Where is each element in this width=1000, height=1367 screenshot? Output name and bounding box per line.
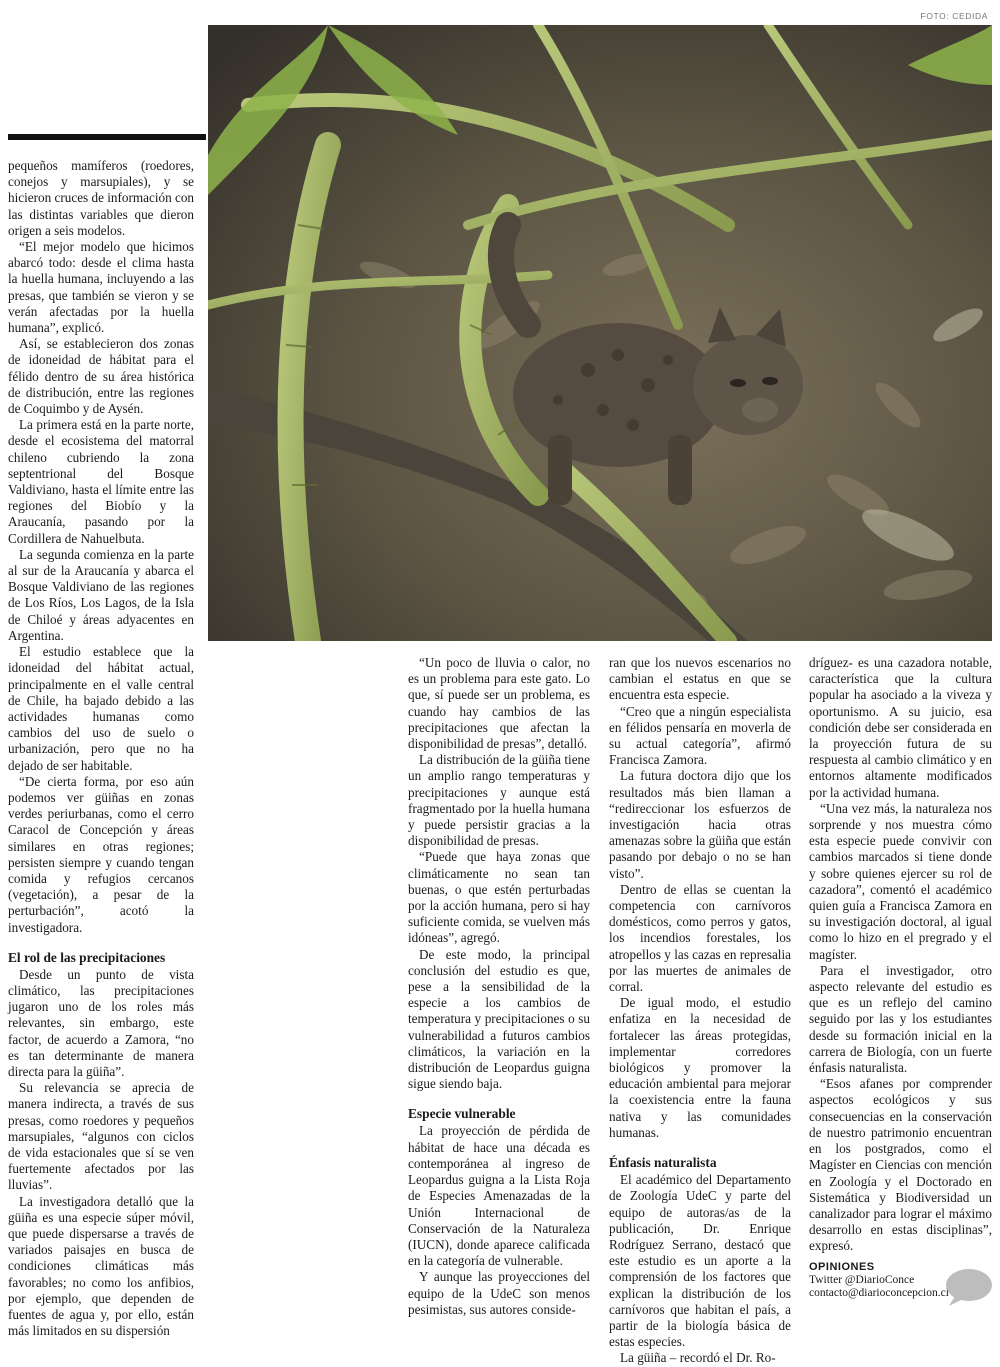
paragraph: De igual modo, el estudio enfatiza en la necesidad de fortalecer las áreas protegidas, implementar corredores biológicos y promover la educación ambiental para mejorar la coexistencia entre la fauna nativa y las comunidades humanas. — [609, 995, 791, 1140]
paragraph: Dentro de ellas se cuentan la competencia con carnívoros domésticos, como perros y gatos, los incendios forestales, los atropellos y las cazas en represalia por las muertes de animales de corral. — [609, 881, 791, 995]
paragraph: ran que los nuevos escenarios no cambian el estatus en que se encuentra esta especie. — [609, 655, 791, 703]
paragraph: La distribución de la güiña tiene un amplio rango temperaturas y precipitaciones y aunque está fragmentado por la huella humana y puede persistir gracias a la disponibilidad de presas. — [408, 752, 590, 849]
paragraph: Desde un punto de vista climático, las precipitaciones jugaron uno de los roles más relevantes, sin embargo, este factor, de acuerdo a Zamora, “no es tan determinante de manera directa para la güiña”. — [8, 966, 194, 1079]
paragraph: La primera está en la parte norte, desde el ecosistema del matorral chileno cubriendo la zona septentrional del Bosque Valdiviano, hasta el límite entre las regiones del Biobío y la Araucanía, pasando por la Cordillera de Nahuelbuta. — [8, 417, 194, 546]
opinions-title: OPINIONES — [809, 1260, 875, 1273]
paragraph: “Esos afanes por comprender aspectos ecológicos y sus consecuencias en la conservación de nuestro patrimonio encuentran en los postgrados, como el Magíster en Ciencias con mención en Zoología y el Doctorado en Sistemática y Biodiversidad un canalizador para lograr el máximo desarrollo en estas disciplinas”, expresó. — [809, 1076, 992, 1254]
paragraph: De este modo, la principal conclusión del estudio es que, pese a la sensibilidad de la especie a los cambios de temperatura y precipitaciones o su vulnerabilidad a futuros cambios climáticos, la variación en la distribución de Leopardus guigna sigue siendo baja. — [408, 946, 590, 1092]
article-column-2 — [408, 655, 590, 1318]
paragraph: Para el investigador, otro aspecto relevante del estudio es que es un reflejo del camino seguido por las y los estudiantes desde su formación inicial en la carrera de Biología, con un fuerte énfasis naturalista. — [809, 962, 992, 1076]
article-column-1 — [8, 158, 194, 1339]
paragraph: “Una vez más, la naturaleza nos sorprende y nos muestra cómo esta especie puede convivir con cambios marcados si tiene donde y sobre quienes ejercer su rol de cazadora”, comentó el académico quien guía a Francisca Zamora en su investigación doctoral, al igual como lo hizo en el pregrado y el magíster. — [809, 800, 992, 962]
paragraph: El estudio establece que la idoneidad del hábitat actual, principalmente en el valle central de Chile, ha bajado debido a las actividades humanas como cambios del uso de suelo o urbanización, pero que no ha dejado de ser habitable. — [8, 644, 194, 773]
paragraph: El académico del Departamento de Zoología UdeC y parte del equipo de autoras/as de la publicación, Dr. Enrique Rodríguez Serrano, destacó que este estudio es un aporte a la comprensión de los factores que explican la distribución de los carnívoros que habitan el país, a partir de la biología básica de estas especies. — [609, 1172, 791, 1350]
paragraph: Su relevancia se aprecia de manera indirecta, a través de sus presas, como roedores y pequeños marsupiales, “algunos con ciclos de vida estacionales que sí se ven fuertemente afectados por las lluvias”. — [8, 1080, 194, 1193]
paragraph: dríguez- es una cazadora notable, característica que la cultura popular ha asociado a la viveza y oportunismo. A su juicio, esa condición debe ser considerada en la proyección futura de su respuesta al cambio climático y en entornos altamente modificados por la actividad humana. — [809, 655, 992, 800]
paragraph: La segunda comienza en la parte al sur de la Araucanía y abarca el Bosque Valdiviano de las regiones de Los Ríos, Los Lagos, de la Isla de Chiloé y áreas adyacentes en Argentina. — [8, 546, 194, 643]
paragraph: La futura doctora dijo que los resultados más bien llaman a “redireccionar los esfuerzos de investigación hacia otras amenazas sobre la güiña que están pasando por debajo o no se han visto”. — [609, 768, 791, 881]
paragraph: “Puede que haya zonas que climáticamente no sean tan buenas, o que estén perturbadas por la acción humana, pero si hay suficiente comida, se vuelven más idóneas”, agregó. — [408, 849, 590, 946]
paragraph: “Un poco de lluvia o calor, no es un problema para este gato. Lo que, sí puede ser un problema, es cuando hay cambios de las precipitaciones que afectan la disponibilidad de presas”, detalló. — [408, 655, 590, 752]
paragraph: La güiña – recordó el Dr. Ro- — [620, 1350, 776, 1366]
opinions-twitter-link[interactable]: Twitter @DiarioConce — [809, 1273, 915, 1286]
section-rule — [8, 134, 206, 140]
article-column-4 — [809, 655, 992, 1301]
subheading: Especie vulnerable — [408, 1106, 516, 1122]
guina-photo-illustration — [208, 25, 992, 641]
article-photo — [208, 25, 992, 641]
speech-bubble-icon — [945, 1268, 993, 1308]
paragraph: pequeños mamíferos (roedores, conejos y marsupiales), y se hicieron cruces de información con las distintas variables que dieron origen a seis modelos. — [8, 158, 195, 238]
paragraph: La investigadora detalló que la güiña es una especie súper móvil, que puede dispersarse a través de variados paisajes en busca de condiciones climáticas más favorables; no como los anfibios, por ejemplo, que dependen de fuentes de agua y, por ello, están más limitados en su dispersión — [8, 1193, 194, 1339]
paragraph: “Creo que a ningún especialista en félidos pensaría en moverla de su actual categoría”, afirmó Francisca Zamora. — [609, 703, 791, 768]
opinions-email-link[interactable]: contacto@diarioconcepcion.cl — [809, 1287, 949, 1300]
paragraph: Y aunque las proyecciones del equipo de la UdeC son menos pesimistas, sus autores conside- — [408, 1269, 590, 1317]
paragraph: “El mejor modelo que hicimos abarcó todo: desde el clima hasta la huella humana, incluyendo a las presas, que también se vieron y se verán afectadas por la huella humana”, explicó. — [8, 239, 194, 336]
photo-credit: FOTO: CEDIDA — [920, 11, 988, 21]
subheading: Énfasis naturalista — [609, 1155, 717, 1171]
subheading: El rol de las precipitaciones — [8, 949, 166, 965]
paragraph: Así, se establecieron dos zonas de idoneidad de hábitat para el félido dentro de su área histórica de distribución, entre las regiones de Coquimbo y de Aysén. — [8, 336, 194, 417]
paragraph: “De cierta forma, por eso aún podemos ver güiñas en zonas verdes periurbanas, como el cerro Caracol de Concepción y áreas similares en otras regiones; persisten siempre y cuando tengan comida y refugios cercanos (vegetación), a pesar de la perturbación”, acotó la investigadora. — [8, 773, 194, 935]
paragraph: La proyección de pérdida de hábitat de hace una década es contemporánea al ingreso de Leopardus guigna a la Lista Roja de Especies Amenazadas de la Unión Internacional de Conservación de la Naturaleza (IUCN), donde aparece calificada en la categoría de vulnerable. — [408, 1123, 590, 1269]
article-column-3 — [609, 655, 791, 1367]
